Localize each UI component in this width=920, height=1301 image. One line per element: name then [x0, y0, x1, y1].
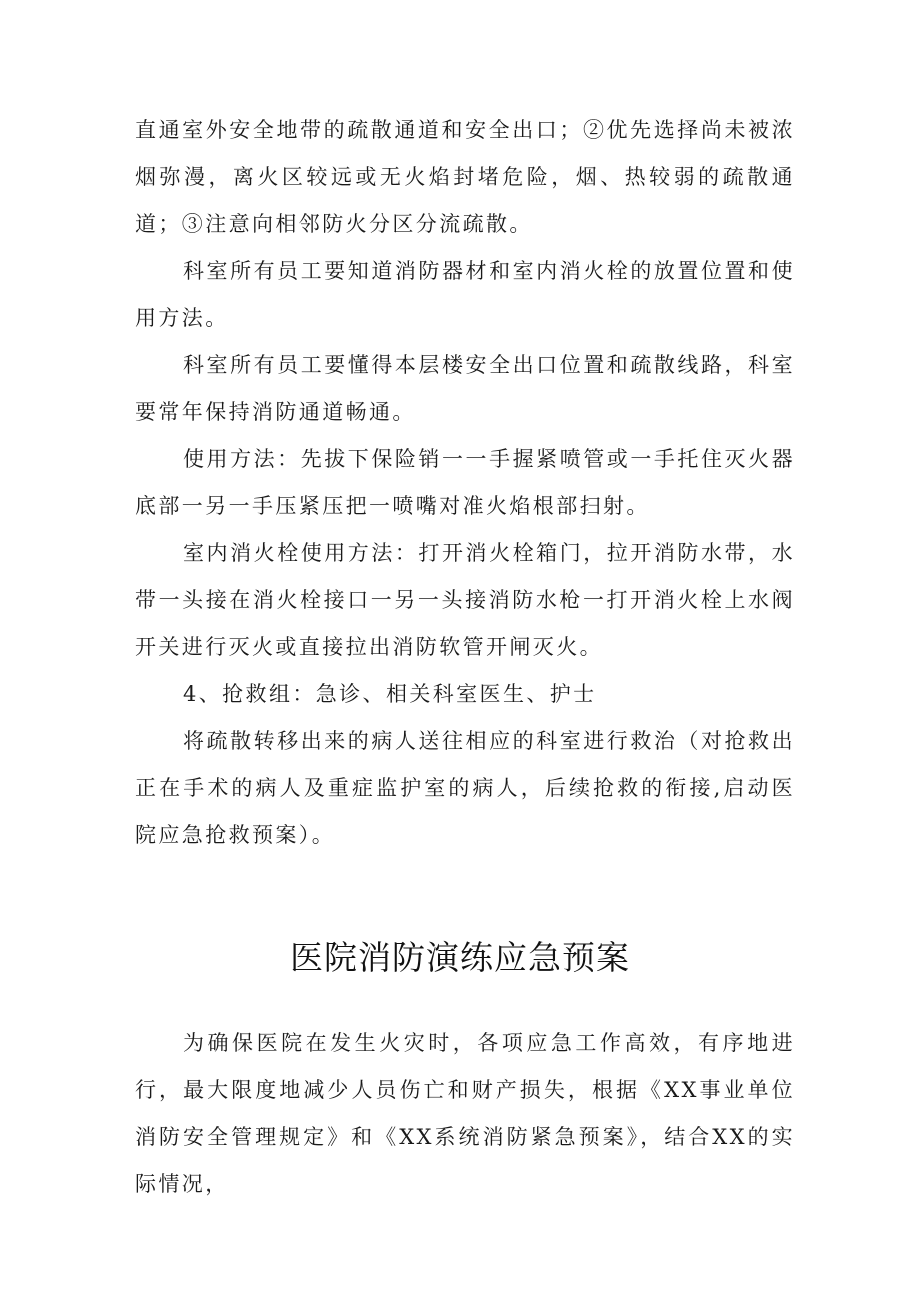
paragraph-hydrant-usage: 室内消火栓使用方法：打开消火栓箱门，拉开消防水带，水带一头接在消火栓接口一另一头接消防水枪一打开消火栓上水阀开关进行灭火或直接拉出消防软管开闸灭火。: [135, 541, 795, 659]
paragraph-extinguisher-usage: 使用方法：先拔下保险销一一手握紧喷管或一手托住灭火器底部一另一手压紧压把一喷嘴对准火焰根部扫射。: [135, 447, 795, 518]
paragraph-evacuation-routes: 直通室外安全地带的疏散通道和安全出口；②优先选择尚未被浓烟弥漫，离火区较远或无火焰封堵危险，烟、热较弱的疏散通道；③注意向相邻防火分区分流疏散。: [135, 118, 795, 236]
section-top: [135, 107, 795, 859]
document-title: 医院消防演练应急预案: [290, 938, 630, 977]
paragraph-staff-equipment: 科室所有员工要知道消防器材和室内消火栓的放置位置和使用方法。: [135, 259, 795, 330]
section-bottom: [135, 1020, 795, 1208]
paragraph-staff-exits: 科室所有员工要懂得本层楼安全出口位置和疏散线路，科室要常年保持消防通道畅通。: [135, 353, 795, 424]
paragraph-rescue-team: 4、抢救组：急诊、相关科室医生、护士: [183, 682, 597, 706]
paragraph-rescue-procedure: 将疏散转移出来的病人送往相应的科室进行救治（对抢救出正在手术的病人及重症监护室的病人，后续抢救的衔接,启动医院应急抢救预案）。: [135, 729, 795, 847]
paragraph-purpose: 为确保医院在发生火灾时，各项应急工作高效，有序地进行，最大限度地减少人员伤亡和财产损失，根据《XX事业单位消防安全管理规定》和《XX系统消防紧急预案》，结合XX的实际情况，: [135, 1031, 795, 1196]
